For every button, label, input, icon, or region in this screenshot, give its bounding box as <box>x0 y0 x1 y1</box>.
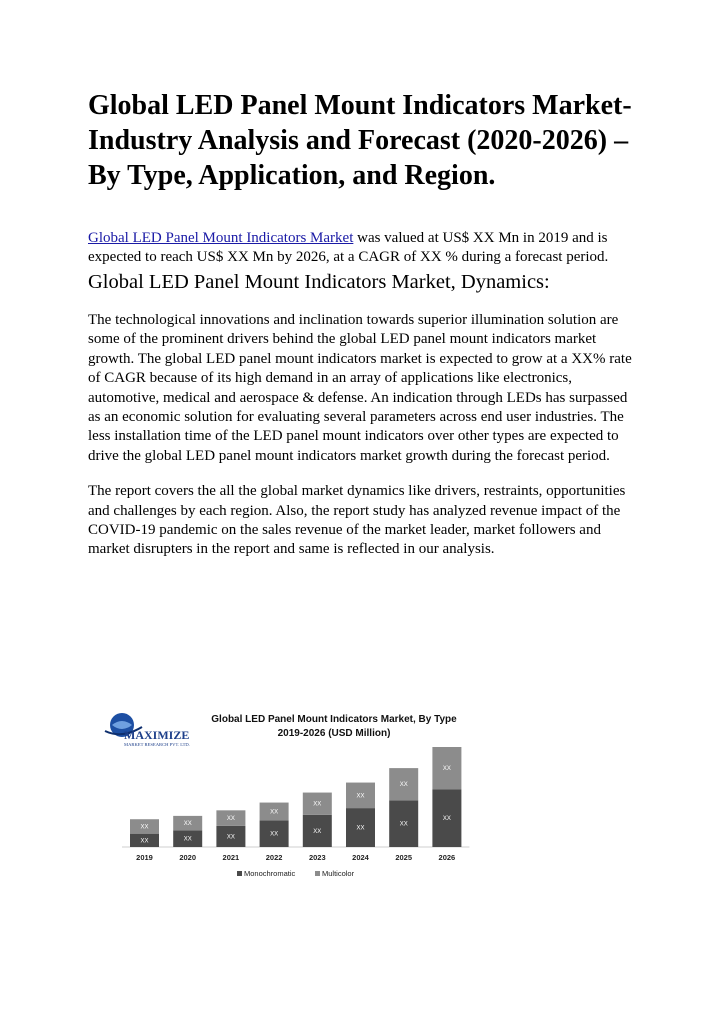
data-label-monochromatic-2023: XX <box>313 828 322 835</box>
legend-swatch-monochromatic <box>237 871 242 876</box>
chart-title-line2: 2019-2026 (USD Million) <box>277 728 391 739</box>
data-label-multicolor-2020: XX <box>183 821 192 828</box>
chart-title-line1: Global LED Panel Mount Indicators Market, By Type <box>211 714 457 725</box>
data-label-multicolor-2023: XX <box>313 801 322 808</box>
data-label-monochromatic-2020: XX <box>183 836 192 843</box>
data-label-monochromatic-2025: XX <box>399 821 408 828</box>
logo-name: MAXIMIZE <box>124 728 190 742</box>
tick-label-2022: 2022 <box>265 853 283 862</box>
data-label-multicolor-2022: XX <box>270 809 279 816</box>
dynamics-paragraph: The technological innovations and inclination towards superior illumination solution are some of the prominent drivers behind the global LED panel mount indicators market growth. The global LED panel mount indicators market is expected to grow at a XX% rate of CAGR because of its high demand in an array of applications like electronics, automotive, medical and aerospace & defense. An indication through LEDs has surpassed as an economic solution for evaluating several parameters across end user industries. The less installation time of the LED panel mount indicators over other types are expected to drive the global LED panel mount indicators market growth during the forecast period. <box>88 312 632 464</box>
data-label-multicolor-2024: XX <box>356 793 365 800</box>
document-title: Global LED Panel Mount Indicators Market-Industry Analysis and Forecast (2020-2026) – By Type, Application, and Region. <box>88 90 632 191</box>
legend-swatch-multicolor <box>315 871 320 876</box>
intro-text: was valued at US$ XX Mn in 2019 and is expected to reach US$ XX Mn by 2026, at a CAGR of XX % during a forecast period. <box>88 230 609 265</box>
tick-label-2025: 2025 <box>395 853 413 862</box>
data-label-monochromatic-2026: XX <box>442 816 451 823</box>
chart-figure <box>102 705 482 885</box>
data-label-monochromatic-2022: XX <box>270 831 279 838</box>
tick-label-2026: 2026 <box>438 853 456 862</box>
tick-label-2020: 2020 <box>179 853 197 862</box>
market-link[interactable]: Global LED Panel Mount Indicators Market <box>88 230 354 246</box>
data-label-multicolor-2021: XX <box>226 816 235 823</box>
tick-label-2021: 2021 <box>222 853 240 862</box>
logo-subtitle: MARKET RESEARCH PVT. LTD. <box>124 742 190 747</box>
legend-label-multicolor: Multicolor <box>322 869 355 878</box>
document-page <box>88 88 638 560</box>
data-label-multicolor-2026: XX <box>442 766 451 773</box>
legend-label-monochromatic: Monochromatic <box>244 869 296 878</box>
report-coverage-paragraph: The report covers the all the global market dynamics like drivers, restraints, opportunities and challenges by each region. Also, the report study has analyzed revenue impact of the COVID-19 pandemic on the sales revenue of the market leader, market followers and market disrupters in the report and same is reflected in our analysis. <box>88 483 626 558</box>
tick-label-2023: 2023 <box>308 853 326 862</box>
data-label-monochromatic-2024: XX <box>356 825 365 832</box>
tick-label-2024: 2024 <box>352 853 369 862</box>
data-label-monochromatic-2021: XX <box>226 834 235 841</box>
stacked-bar-chart <box>102 705 482 885</box>
data-label-monochromatic-2019: XX <box>140 838 149 845</box>
tick-label-2019: 2019 <box>136 853 153 862</box>
data-label-multicolor-2025: XX <box>399 782 408 789</box>
data-label-multicolor-2019: XX <box>140 824 149 831</box>
intro-paragraph <box>88 229 638 267</box>
section-heading: Global LED Panel Mount Indicators Market, Dynamics: <box>88 271 550 293</box>
